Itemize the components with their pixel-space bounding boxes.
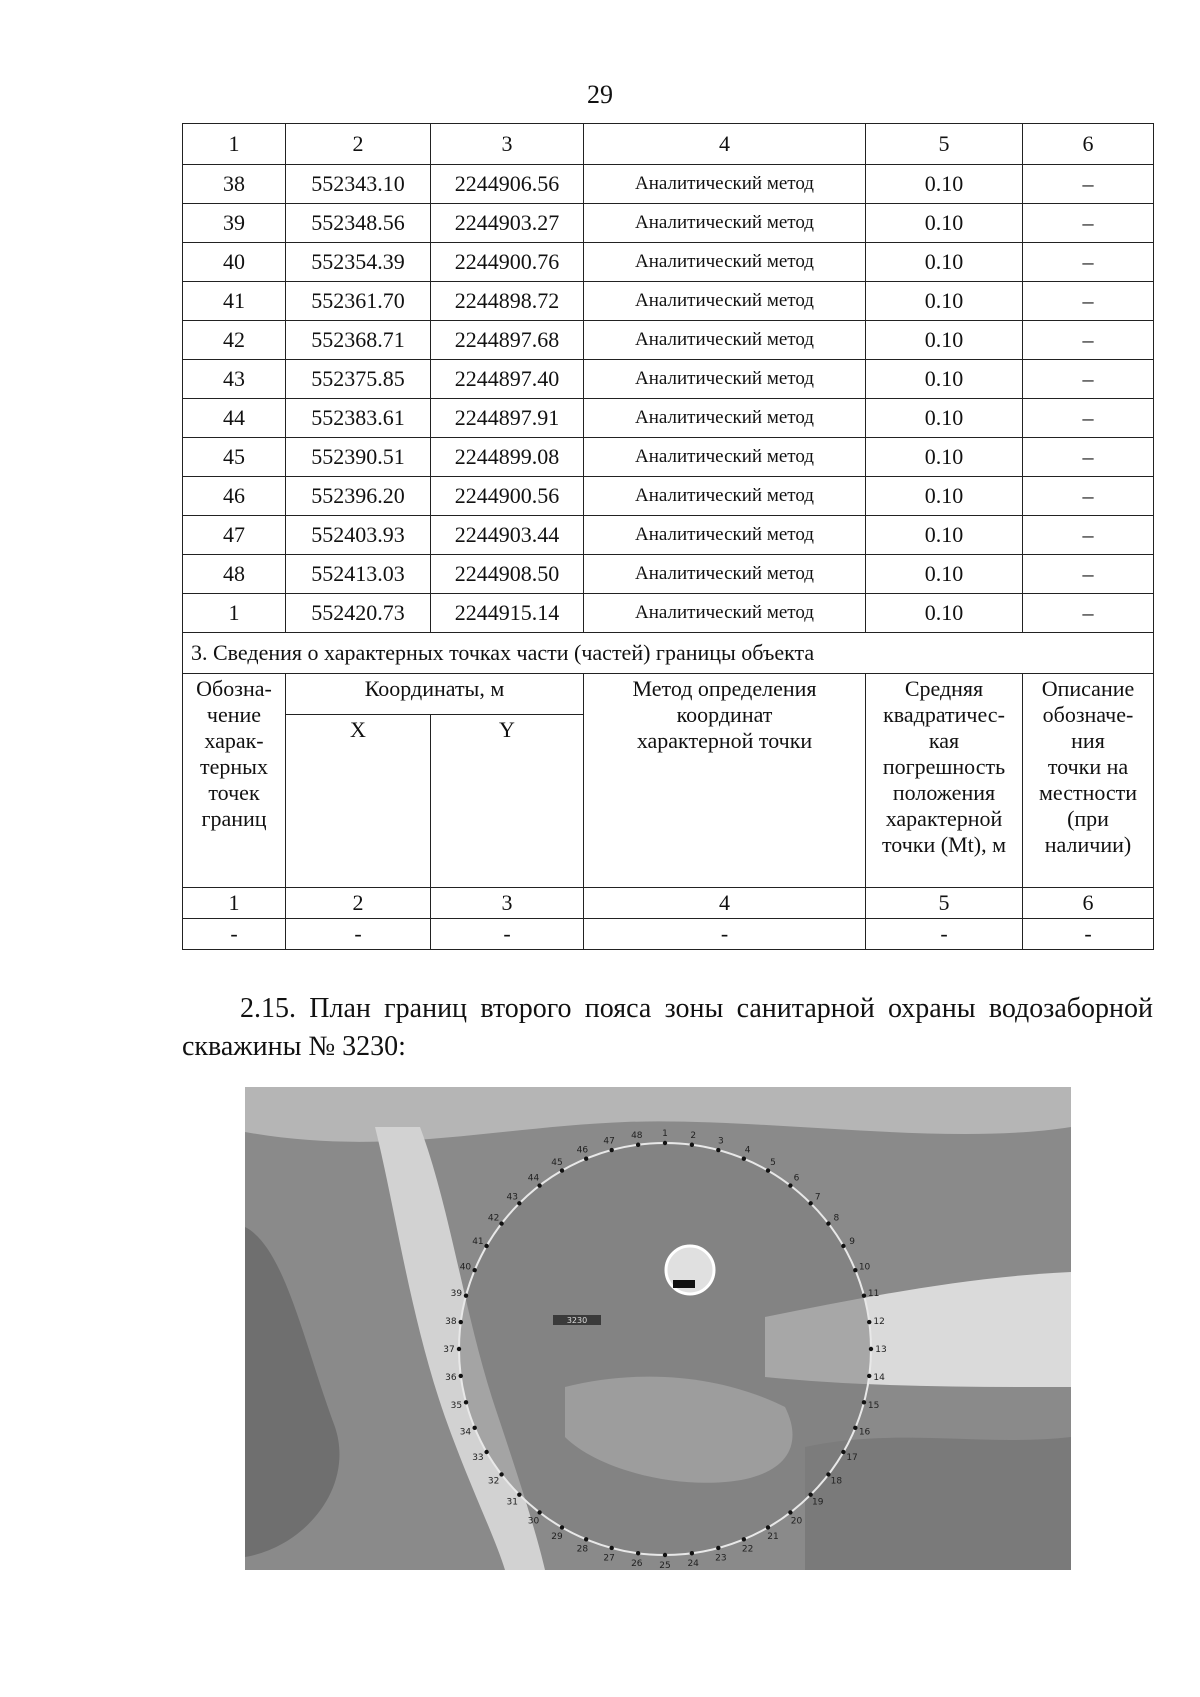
table-cell-error: 0.10 [866,282,1023,321]
boundary-point [841,1450,845,1454]
column-number: 3 [431,888,584,919]
table-cell-x: 552361.70 [286,282,431,321]
column-number: 2 [286,124,431,165]
boundary-point [663,1141,667,1145]
boundary-point [484,1450,488,1454]
table-cell-y: 2244906.56 [431,165,584,204]
table-row [183,477,1154,516]
section3-header-row [183,674,1154,715]
table-cell-y: 2244900.56 [431,477,584,516]
boundary-point [484,1244,488,1248]
map-image [245,1087,1071,1570]
table-cell-error: 0.10 [866,594,1023,633]
table-cell-description: – [1023,555,1154,594]
column-number: 6 [1023,888,1154,919]
boundary-point [663,1553,667,1557]
boundary-plan-map [245,1087,1071,1570]
boundary-point-label: 12 [873,1316,885,1327]
section3-title: 3. Сведения о характерных точках части (частей) границы объекта [183,633,1154,674]
boundary-point [472,1426,476,1430]
table-cell-description: – [1023,399,1154,438]
table-cell-description: – [1023,321,1154,360]
boundary-point-label: 22 [741,1544,754,1555]
table-cell-point: 43 [183,360,286,399]
table-row [183,555,1154,594]
column-number: 4 [584,888,866,919]
boundary-point-label: 21 [767,1532,779,1543]
boundary-point-label: 2 [690,1130,697,1141]
header-error: Средняя квадратичес- кая погрешность положения характерной точки (Mt), м [866,674,1023,888]
column-number: 6 [1023,124,1154,165]
boundary-point [690,1551,694,1555]
boundary-point [808,1201,812,1205]
boundary-point [499,1472,503,1476]
boundary-point [788,1183,792,1187]
boundary-point [636,1551,640,1555]
boundary-point [841,1244,845,1248]
table-cell-y: 2244903.27 [431,204,584,243]
table-cell-point: 40 [183,243,286,282]
boundary-point-label: 18 [830,1476,843,1487]
boundary-point-label: 32 [487,1476,500,1487]
plan-heading [182,990,1153,1066]
table-cell-description: – [1023,360,1154,399]
boundary-point-label: 30 [527,1516,540,1527]
boundary-point-label: 25 [659,1561,671,1570]
boundary-point [766,1525,770,1529]
boundary-point [464,1293,468,1297]
boundary-point-label: 15 [867,1400,880,1411]
table-cell-method: Аналитический метод [584,165,866,204]
well-marker [673,1280,695,1288]
boundary-point [517,1492,521,1496]
table-cell: - [286,919,431,950]
boundary-point [862,1293,866,1297]
boundary-point-label: 40 [459,1262,472,1273]
table-cell-point: 46 [183,477,286,516]
boundary-point [716,1148,720,1152]
boundary-point [869,1347,873,1351]
boundary-point-label: 43 [506,1192,518,1203]
boundary-point [862,1400,866,1404]
table-cell-x: 552396.20 [286,477,431,516]
table-cell-description: – [1023,438,1154,477]
table-cell-description: – [1023,282,1154,321]
boundary-point-label: 47 [603,1136,615,1147]
header-method: Метод определения координат характерной точки [584,674,866,888]
boundary-point [609,1148,613,1152]
table-cell-y: 2244897.91 [431,399,584,438]
column-number: 1 [183,124,286,165]
header-description: Описание обозначе- ния точки на местности (при наличии) [1023,674,1154,888]
table-cell-error: 0.10 [866,399,1023,438]
boundary-point [636,1143,640,1147]
boundary-point-label: 3 [718,1136,724,1147]
table-row [183,165,1154,204]
column-number: 4 [584,124,866,165]
page-number: 29 [587,80,613,109]
table-cell-error: 0.10 [866,204,1023,243]
table-cell-error: 0.10 [866,438,1023,477]
table-cell-point: 41 [183,282,286,321]
plan-heading-text: 2.15. План границ второго пояса зоны санитарной охраны водозаборной скважины № 3230: [182,993,1153,1062]
boundary-point [853,1426,857,1430]
table-cell-method: Аналитический метод [584,594,866,633]
boundary-point [464,1400,468,1404]
table-cell-error: 0.10 [866,360,1023,399]
table-row [183,438,1154,477]
table-cell-y: 2244897.68 [431,321,584,360]
table-cell-method: Аналитический метод [584,399,866,438]
table-cell-description: – [1023,516,1154,555]
boundary-point-label: 23 [715,1553,727,1564]
boundary-point-label: 37 [443,1345,455,1355]
table-cell-x: 552390.51 [286,438,431,477]
boundary-point-label: 14 [873,1373,885,1384]
table-cell-method: Аналитический метод [584,204,866,243]
table-cell-description: – [1023,165,1154,204]
table-cell-y: 2244900.76 [431,243,584,282]
boundary-point-label: 39 [450,1289,463,1300]
boundary-point-label: 29 [551,1532,563,1543]
boundary-point [867,1320,871,1324]
table-cell-x: 552413.03 [286,555,431,594]
table-cell-error: 0.10 [866,243,1023,282]
boundary-point [716,1546,720,1550]
table-cell-point: 44 [183,399,286,438]
table-row [183,516,1154,555]
boundary-point-label: 17 [846,1453,858,1463]
table-cell-x: 552343.10 [286,165,431,204]
boundary-point [826,1221,830,1225]
table-cell-x: 552375.85 [286,360,431,399]
table-cell-point: 48 [183,555,286,594]
table-cell: - [1023,919,1154,950]
table-row [183,594,1154,633]
boundary-point-label: 6 [793,1173,800,1184]
boundary-point-label: 13 [875,1345,887,1355]
boundary-point [742,1537,746,1541]
boundary-point [788,1510,792,1514]
table-cell-method: Аналитический метод [584,555,866,594]
header-y: Y [431,715,584,888]
table-row [183,360,1154,399]
table-row [183,399,1154,438]
table-cell-x: 552348.56 [286,204,431,243]
header-coordinates: Координаты, м [286,674,584,715]
table-cell: - [431,919,584,950]
table-cell-point: 42 [183,321,286,360]
table-cell-description: – [1023,477,1154,516]
boundary-point-label: 24 [687,1559,699,1570]
boundary-point-label: 45 [551,1157,563,1168]
table-cell-x: 552354.39 [286,243,431,282]
boundary-point-label: 28 [576,1544,589,1555]
table-cell-y: 2244908.50 [431,555,584,594]
boundary-point-label: 42 [487,1213,500,1224]
table-cell-method: Аналитический метод [584,516,866,555]
boundary-point-label: 33 [472,1453,484,1463]
boundary-point-label: 35 [450,1400,463,1411]
section3-column-number-row [183,888,1154,919]
table-cell-y: 2244915.14 [431,594,584,633]
boundary-point-label: 4 [744,1145,751,1156]
boundary-point-label: 1 [662,1129,668,1139]
map-area-dark [805,1437,1071,1570]
header-point-designation: Обозна- чение харак- терных точек границ [183,674,286,888]
section3-value-row [183,919,1154,950]
boundary-point-label: 5 [770,1157,776,1168]
table-row [183,243,1154,282]
table-cell-x: 552403.93 [286,516,431,555]
table-cell-y: 2244903.44 [431,516,584,555]
boundary-point-label: 11 [867,1289,880,1300]
table-row [183,282,1154,321]
boundary-point-label: 9 [849,1237,855,1247]
table-cell-y: 2244897.40 [431,360,584,399]
table-cell-y: 2244898.72 [431,282,584,321]
boundary-point [867,1374,871,1378]
table-cell-point: 39 [183,204,286,243]
table-cell-method: Аналитический метод [584,477,866,516]
table-cell: - [584,919,866,950]
boundary-point-label: 48 [631,1130,643,1141]
boundary-point-label: 19 [812,1497,824,1508]
table-cell-error: 0.10 [866,516,1023,555]
boundary-point [609,1546,613,1550]
table-cell-point: 47 [183,516,286,555]
table-cell-method: Аналитический метод [584,243,866,282]
table-row [183,321,1154,360]
boundary-point [766,1168,770,1172]
boundary-point [584,1537,588,1541]
table-cell-x: 552368.71 [286,321,431,360]
table-row [183,204,1154,243]
boundary-point-label: 44 [527,1173,540,1184]
table-cell-x: 552383.61 [286,399,431,438]
column-number: 2 [286,888,431,919]
boundary-point [690,1143,694,1147]
table-cell-description: – [1023,243,1154,282]
table-cell-description: – [1023,594,1154,633]
boundary-point [560,1168,564,1172]
boundary-point [457,1347,461,1351]
boundary-point [537,1183,541,1187]
coordinates-table [182,123,1154,950]
table-cell-method: Аналитический метод [584,321,866,360]
column-number: 1 [183,888,286,919]
table-cell-error: 0.10 [866,321,1023,360]
boundary-point-label: 38 [445,1316,457,1327]
boundary-point [537,1510,541,1514]
boundary-point-label: 46 [576,1145,589,1156]
table-cell-error: 0.10 [866,165,1023,204]
section3-title-row [183,633,1154,674]
boundary-point-label: 41 [472,1237,484,1247]
table-cell-method: Аналитический метод [584,360,866,399]
header-x: X [286,715,431,888]
boundary-point-label: 7 [814,1192,821,1203]
column-number: 5 [866,124,1023,165]
table-cell-point: 45 [183,438,286,477]
boundary-point [499,1221,503,1225]
table-cell: - [866,919,1023,950]
table-cell-y: 2244899.08 [431,438,584,477]
boundary-point [853,1268,857,1272]
column-number: 3 [431,124,584,165]
table-cell-method: Аналитический метод [584,282,866,321]
boundary-point-label: 26 [631,1559,643,1570]
well-label: 3230 [566,1316,588,1325]
boundary-point-label: 8 [833,1213,840,1224]
boundary-point [459,1374,463,1378]
table-cell: - [183,919,286,950]
boundary-point [459,1320,463,1324]
table-cell-point: 1 [183,594,286,633]
boundary-point [472,1268,476,1272]
boundary-point [584,1156,588,1160]
boundary-point-label: 20 [790,1516,803,1527]
table-cell-method: Аналитический метод [584,438,866,477]
table-cell-point: 38 [183,165,286,204]
boundary-point [808,1492,812,1496]
boundary-point-label: 10 [858,1262,871,1273]
boundary-point-label: 34 [459,1427,472,1438]
table-cell-x: 552420.73 [286,594,431,633]
boundary-point-label: 16 [858,1427,871,1438]
boundary-point [742,1156,746,1160]
boundary-point-label: 31 [506,1497,518,1508]
table-cell-error: 0.10 [866,477,1023,516]
table-cell-error: 0.10 [866,555,1023,594]
column-number: 5 [866,888,1023,919]
boundary-point [560,1525,564,1529]
table-cell-description: – [1023,204,1154,243]
boundary-point-label: 27 [603,1553,615,1564]
boundary-point-label: 36 [445,1373,457,1384]
column-number-row [183,124,1154,165]
